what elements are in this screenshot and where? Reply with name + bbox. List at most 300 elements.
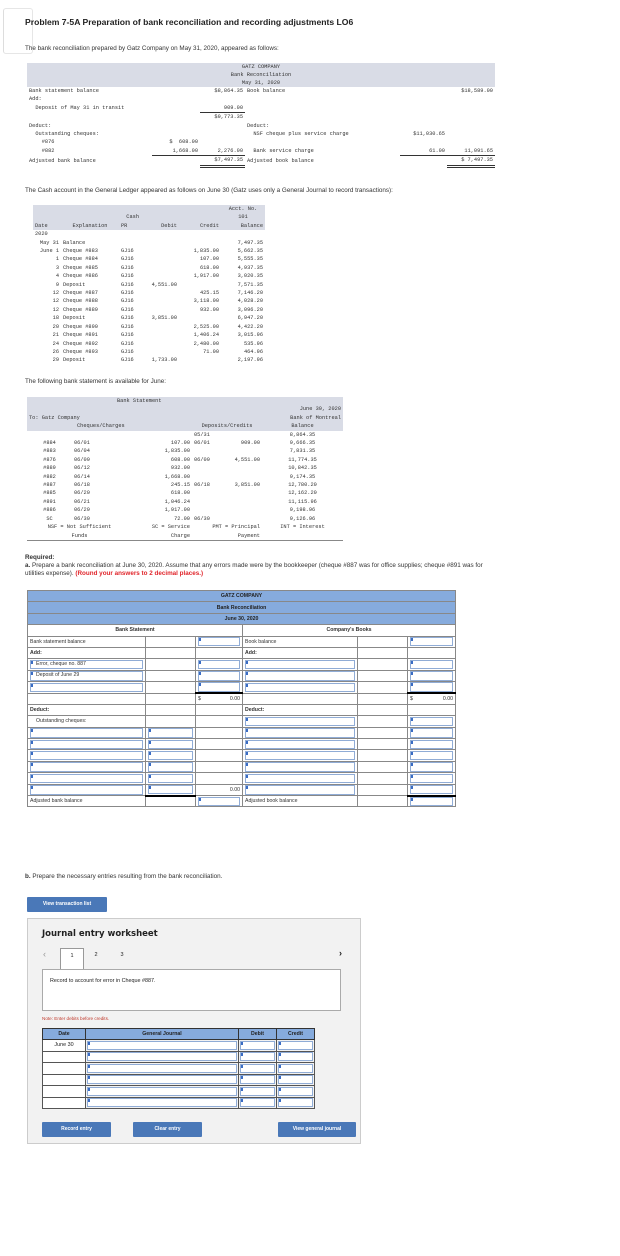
cash-ledger-cell bbox=[141, 255, 179, 263]
col-credit: Credit bbox=[277, 1029, 315, 1040]
cash-ledger-cell bbox=[141, 340, 179, 348]
book-add-amount-2-input[interactable] bbox=[410, 671, 453, 680]
book-deduct-amount-input[interactable] bbox=[410, 728, 453, 737]
book-deduct-item-input[interactable] bbox=[245, 740, 355, 749]
statement-cell: 9,126.96 bbox=[289, 515, 316, 522]
outstanding-cheque-input[interactable] bbox=[30, 774, 143, 783]
bank-balance-label: Bank statement balance bbox=[28, 636, 146, 647]
outstanding-cheque-input[interactable] bbox=[30, 762, 143, 771]
journal-date: June 30 bbox=[43, 1040, 86, 1052]
journal-row bbox=[43, 1074, 315, 1086]
may-recon-cell: Outstanding cheques: bbox=[29, 131, 99, 138]
cash-ledger-cell: 4,551.00 bbox=[151, 281, 177, 288]
cash-ledger-cell: Cheque #889 bbox=[63, 306, 98, 313]
cash-ledger-cell: Cheque #891 bbox=[63, 332, 98, 339]
cash-ledger-cell: 7,146.20 bbox=[237, 290, 264, 297]
tab-2[interactable]: 2 bbox=[94, 952, 98, 958]
statement-cell: 12,780.20 bbox=[288, 482, 317, 489]
col-cheques: Cheques/Charges bbox=[77, 423, 125, 430]
credit-input[interactable] bbox=[278, 1041, 313, 1050]
may-recon-date: May 31, 2020 bbox=[241, 80, 281, 86]
statement-cell: 11,774.35 bbox=[288, 456, 317, 463]
journal-entry-worksheet bbox=[27, 918, 361, 1144]
book-subtotal: 0.00 bbox=[442, 695, 453, 702]
account-input[interactable] bbox=[87, 1098, 237, 1107]
statement-cell: 1,668.00 bbox=[164, 473, 190, 480]
cash-ledger-cell: 6,947.20 bbox=[237, 315, 264, 322]
bank-add-label: Add: bbox=[28, 647, 146, 658]
cash-ledger-cell bbox=[141, 247, 179, 255]
may-recon-row bbox=[27, 87, 495, 95]
statement-cell bbox=[192, 489, 222, 497]
debits-note: Note: Enter debits before credits. bbox=[42, 1016, 110, 1021]
bank-add-item-3-input[interactable] bbox=[30, 683, 143, 692]
cash-ledger-cell: GJ16 bbox=[121, 281, 134, 288]
statement-row bbox=[27, 439, 343, 447]
may-recon-cell bbox=[400, 104, 447, 113]
journal-date-empty bbox=[43, 1051, 86, 1063]
book-balance-label: Book balance bbox=[243, 636, 358, 647]
may-recon-cell: 61.00 bbox=[400, 147, 447, 156]
may-recon-cell bbox=[152, 104, 200, 113]
journal-row bbox=[43, 1040, 315, 1052]
cash-ledger-cell: 3,015.96 bbox=[237, 332, 264, 339]
cash-ledger-cell: 3,118.00 bbox=[193, 298, 220, 305]
bank-balance-input[interactable] bbox=[198, 637, 240, 646]
account-input[interactable] bbox=[87, 1052, 237, 1061]
may-recon-cell bbox=[200, 138, 245, 146]
book-deduct-amount-input[interactable] bbox=[410, 740, 453, 749]
statement-cell: 06/01 bbox=[194, 440, 210, 447]
may-recon-cell: $7,497.35 bbox=[200, 156, 245, 166]
book-add-item-2-input[interactable] bbox=[245, 671, 355, 680]
may-recon-row bbox=[27, 156, 495, 166]
may-recon-row bbox=[27, 95, 495, 103]
account-input[interactable] bbox=[87, 1041, 237, 1050]
bank-add-item-1-input[interactable]: Error, cheque no. 887 bbox=[30, 660, 143, 669]
book-deduct-amount-input[interactable] bbox=[410, 751, 453, 760]
cash-ledger-cell: 464.96 bbox=[243, 348, 264, 355]
worksheet-title: Journal entry worksheet bbox=[42, 929, 158, 939]
statement-cell: 9,198.96 bbox=[289, 507, 316, 514]
cash-ledger-cell bbox=[141, 323, 179, 331]
statement-cell: 12,162.20 bbox=[288, 490, 317, 497]
cash-ledger-cell: 4 bbox=[55, 273, 59, 280]
statement-cell: #876 bbox=[43, 456, 56, 463]
form-company: GATZ COMPANY bbox=[28, 591, 456, 602]
statement-cell bbox=[222, 464, 262, 472]
statement-cell: 3,851.00 bbox=[234, 482, 260, 489]
may-recon-cell bbox=[152, 113, 200, 122]
legend-nsf-2: Funds bbox=[71, 532, 88, 539]
cash-ledger-cell: 618.00 bbox=[199, 264, 220, 271]
may-recon-cell bbox=[152, 122, 200, 130]
book-add-item-1-input[interactable] bbox=[245, 660, 355, 669]
cash-ledger-cell: 9 bbox=[55, 281, 59, 288]
cash-ledger-cell: GJ16 bbox=[121, 340, 134, 347]
outstanding-cheque-input[interactable] bbox=[30, 751, 143, 760]
statement-cell: 1,046.24 bbox=[164, 498, 190, 505]
legend-pmt: PMT = Principal bbox=[212, 524, 260, 531]
credit-input[interactable] bbox=[278, 1075, 313, 1084]
cash-ledger-cell: Deposit bbox=[63, 315, 86, 322]
may-recon-cell bbox=[245, 138, 400, 146]
bank-add-amount-3-input[interactable] bbox=[198, 682, 240, 691]
may-recon-row bbox=[27, 147, 495, 156]
statement-row bbox=[27, 515, 343, 523]
cash-col-header: Debit bbox=[161, 222, 177, 229]
statement-title: Bank Statement bbox=[117, 398, 162, 404]
cash-ledger-cell: May 31 bbox=[39, 239, 59, 246]
required-label: Required: bbox=[25, 554, 55, 561]
view-transaction-list-button[interactable]: View transaction list bbox=[27, 897, 107, 912]
may-recon-cell: 11,091.65 bbox=[447, 147, 495, 156]
account-input[interactable] bbox=[87, 1087, 237, 1096]
statement-cell: 9,174.35 bbox=[289, 473, 316, 480]
may-recon-cell bbox=[400, 95, 447, 103]
outstanding-total: 0.00 bbox=[196, 784, 243, 795]
legend-int: INT = Interest bbox=[280, 524, 325, 531]
may-recon-cell: NSF cheque plus service charge bbox=[247, 131, 349, 138]
cash-ledger-row bbox=[33, 281, 265, 289]
cash-ledger-cell: Cheque #884 bbox=[63, 256, 98, 263]
debit-input[interactable] bbox=[240, 1087, 275, 1096]
debit-input[interactable] bbox=[240, 1052, 275, 1061]
cash-ledger-cell: 18 bbox=[52, 315, 59, 322]
outstanding-amount-input[interactable] bbox=[148, 751, 193, 760]
cash-ledger-cell: 4,422.20 bbox=[237, 323, 264, 330]
cash-ledger-cell: GJ16 bbox=[121, 248, 134, 255]
view-general-journal-button[interactable]: View general journal bbox=[278, 1122, 356, 1137]
cash-ledger-cell: 7,571.35 bbox=[237, 281, 264, 288]
cash-ledger-row bbox=[33, 331, 265, 339]
outstanding-amount-input[interactable] bbox=[148, 740, 193, 749]
bank-add-amount-1-input[interactable] bbox=[198, 660, 240, 669]
adj-bank-label: Adjusted bank balance bbox=[28, 796, 146, 807]
may-recon-cell bbox=[200, 122, 245, 130]
cash-ledger-cell: Cheque #883 bbox=[63, 248, 98, 255]
clear-entry-button[interactable]: Clear entry bbox=[133, 1122, 202, 1137]
cash-ledger-cell: Cheque #890 bbox=[63, 323, 98, 330]
cash-ledger-cell: Cheque #885 bbox=[63, 264, 98, 271]
cash-ledger-cell: Cheque #887 bbox=[63, 290, 98, 297]
book-subtotal-dollar: $ bbox=[410, 695, 413, 702]
acct-no-label: Acct. No. bbox=[228, 206, 258, 212]
may-recon-cell bbox=[245, 104, 400, 113]
statement-cell: #886 bbox=[43, 507, 56, 514]
cash-ledger-cell: 2,480.00 bbox=[193, 340, 220, 347]
outstanding-amount-input[interactable] bbox=[148, 774, 193, 783]
outstanding-cheque-input[interactable] bbox=[30, 785, 143, 794]
outstanding-amount-input[interactable] bbox=[148, 762, 193, 771]
statement-intro-text: The following bank statement is available for June: bbox=[25, 378, 167, 385]
book-deduct-item-input[interactable] bbox=[245, 774, 355, 783]
cash-ledger-cell: GJ16 bbox=[121, 315, 134, 322]
may-recon-cell: Add: bbox=[29, 96, 42, 103]
statement-cell: #882 bbox=[43, 473, 56, 480]
cash-ledger-cell: 29 bbox=[52, 357, 59, 364]
may-recon-cell: $18,589.00 bbox=[461, 88, 493, 94]
acct-no: 101 bbox=[238, 214, 248, 221]
form-title: Bank Reconciliation bbox=[28, 602, 456, 613]
debit-input[interactable] bbox=[240, 1041, 275, 1050]
statement-cell: 11,115.96 bbox=[288, 498, 317, 505]
may-reconciliation bbox=[27, 63, 495, 168]
credit-input[interactable] bbox=[278, 1064, 313, 1073]
statement-to: To: Gatz Company bbox=[29, 414, 80, 421]
tab-1[interactable]: 1 bbox=[60, 948, 84, 970]
cash-ledger-cell: GJ16 bbox=[121, 357, 134, 364]
statement-cell bbox=[222, 489, 262, 497]
outstanding-amount-input[interactable] bbox=[148, 785, 193, 794]
statement-row bbox=[27, 456, 343, 464]
may-recon-cell bbox=[152, 95, 200, 103]
deduct-row bbox=[28, 727, 456, 738]
outstanding-cheque-input[interactable] bbox=[30, 728, 143, 737]
journal-row bbox=[43, 1063, 315, 1075]
statement-cell bbox=[192, 498, 222, 506]
cash-ledger-cell: 12 bbox=[52, 290, 59, 297]
adj-bank-input[interactable] bbox=[198, 797, 240, 806]
cash-ledger-cell: GJ16 bbox=[121, 256, 134, 263]
may-recon-cell bbox=[400, 87, 447, 95]
statement-date: June 30, 2020 bbox=[299, 406, 342, 413]
cash-ledger-cell: GJ16 bbox=[121, 348, 134, 355]
cash-ledger-cell: 1,835.00 bbox=[193, 248, 220, 255]
debit-input[interactable] bbox=[240, 1064, 275, 1073]
credit-input[interactable] bbox=[278, 1087, 313, 1096]
cash-ledger-cell: 4,937.35 bbox=[237, 264, 264, 271]
statement-cell bbox=[222, 515, 262, 523]
may-recon-cell bbox=[200, 130, 245, 138]
statement-cell: 06/20 bbox=[74, 490, 90, 497]
statement-cell: 05/31 bbox=[194, 431, 210, 438]
statement-row bbox=[27, 464, 343, 472]
statement-cell: 06/09 bbox=[74, 456, 90, 463]
may-recon-row bbox=[27, 104, 495, 113]
may-recon-row bbox=[27, 130, 495, 138]
book-deduct-amount-input[interactable] bbox=[410, 774, 453, 783]
statement-cell: 107.00 bbox=[170, 440, 190, 447]
cash-ledger-row bbox=[33, 297, 265, 305]
may-recon-cell bbox=[400, 156, 447, 166]
statement-row bbox=[27, 506, 343, 514]
statement-cell: 10,842.35 bbox=[288, 465, 317, 472]
empty-cell bbox=[196, 727, 243, 738]
statement-cell: #887 bbox=[43, 482, 56, 489]
cash-ledger-cell: Deposit bbox=[63, 357, 86, 364]
bank-side-header: Bank Statement bbox=[28, 625, 243, 636]
cash-ledger-row bbox=[33, 247, 265, 255]
statement-cell: 932.00 bbox=[170, 465, 190, 472]
book-deduct-item-input[interactable] bbox=[245, 785, 355, 794]
cash-ledger-cell: Cheque #893 bbox=[63, 348, 98, 355]
statement-cell bbox=[192, 506, 222, 514]
statement-cell bbox=[222, 506, 262, 514]
cash-ledger-cell: Cheque #886 bbox=[63, 273, 98, 280]
cash-ledger-row bbox=[33, 356, 265, 364]
may-recon-cell bbox=[447, 122, 495, 130]
may-recon-cell: Deduct: bbox=[29, 122, 52, 129]
legend-sc: SC = Service bbox=[151, 524, 190, 531]
statement-cell: 8,864.35 bbox=[289, 431, 316, 438]
may-recon-cell: 1,668.00 bbox=[152, 147, 200, 156]
account-input[interactable] bbox=[87, 1064, 237, 1073]
empty-cell bbox=[196, 773, 243, 784]
tab-3[interactable]: 3 bbox=[120, 952, 124, 958]
outstanding-amount-input[interactable] bbox=[148, 728, 193, 737]
cash-ledger-cell: 7,497.35 bbox=[237, 239, 264, 246]
statement-cell: SC bbox=[46, 515, 53, 522]
cash-intro-text: The Cash account in the General Ledger appeared as follows on June 30 (Gatz uses only a General Journal to record transactions): bbox=[25, 187, 393, 194]
col-debit: Debit bbox=[239, 1029, 277, 1040]
account-input[interactable] bbox=[87, 1075, 237, 1084]
cash-ledger-cell: GJ16 bbox=[121, 264, 134, 271]
debit-input[interactable] bbox=[240, 1098, 275, 1107]
may-recon-cell: Deduct: bbox=[247, 122, 270, 129]
cash-ledger-cell bbox=[141, 348, 179, 356]
credit-input[interactable] bbox=[278, 1052, 313, 1061]
may-recon-cell bbox=[400, 138, 447, 146]
statement-cell bbox=[222, 447, 262, 455]
book-deduct-item-input[interactable] bbox=[245, 762, 355, 771]
cash-ledger-cell bbox=[141, 297, 179, 305]
may-recon-cell: #876 bbox=[29, 139, 55, 146]
record-entry-button[interactable]: Record entry bbox=[42, 1122, 111, 1137]
may-recon-cell: Adjusted bank balance bbox=[29, 157, 96, 164]
may-recon-cell: Bank statement balance bbox=[29, 88, 99, 94]
statement-cell: 06/21 bbox=[74, 498, 90, 505]
bank-add-amount-2-input[interactable] bbox=[198, 671, 240, 680]
statement-cell bbox=[27, 431, 72, 439]
cash-ledger-row bbox=[33, 264, 265, 272]
book-add-amount-1-input[interactable] bbox=[410, 660, 453, 669]
cash-ledger-row bbox=[33, 340, 265, 348]
empty-cell bbox=[196, 761, 243, 772]
cash-ledger-cell: 1,917.00 bbox=[193, 273, 220, 280]
cash-col-header: Balance bbox=[240, 222, 264, 229]
adj-book-label: Adjusted book balance bbox=[243, 796, 358, 807]
cash-col-header: Date bbox=[35, 222, 48, 229]
next-arrow-icon[interactable]: › bbox=[339, 948, 342, 958]
book-deduct-amount-1-input[interactable] bbox=[410, 717, 453, 726]
statement-cell: 618.00 bbox=[170, 490, 190, 497]
bank-deduct-label: Deduct: bbox=[28, 704, 146, 715]
cash-ledger-cell: 26 bbox=[52, 348, 59, 355]
cash-ledger-cell bbox=[141, 306, 179, 314]
cash-ledger-cell bbox=[179, 356, 221, 364]
credit-input[interactable] bbox=[278, 1098, 313, 1107]
cash-ledger-cell: 2,525.00 bbox=[193, 323, 220, 330]
may-recon-cell: 2,276.00 bbox=[200, 147, 245, 156]
cash-ledger-cell: 5,662.35 bbox=[237, 248, 264, 255]
cash-ledger-cell: Deposit bbox=[63, 281, 86, 288]
debit-input[interactable] bbox=[240, 1075, 275, 1084]
book-deduct-item-1-input[interactable] bbox=[245, 717, 355, 726]
prev-arrow-icon[interactable]: ‹ bbox=[43, 949, 46, 959]
statement-cell: 909.00 bbox=[240, 440, 260, 447]
statement-cell: 245.15 bbox=[170, 482, 190, 489]
cash-ledger-cell: Cheque #888 bbox=[63, 298, 98, 305]
legend-nsf: NSF = Not Sufficient bbox=[47, 524, 112, 531]
cash-ledger-cell: GJ16 bbox=[121, 332, 134, 339]
book-add-label: Add: bbox=[243, 647, 358, 658]
bank-name: Bank of Montreal bbox=[290, 414, 342, 421]
statement-cell: #883 bbox=[43, 448, 56, 455]
journal-row bbox=[43, 1097, 315, 1109]
bank-add-item-2-input[interactable]: Deposit of June 29 bbox=[30, 671, 143, 680]
cash-ledger-cell: 12 bbox=[52, 306, 59, 313]
statement-cell: 06/18 bbox=[74, 482, 90, 489]
adj-book-input[interactable] bbox=[410, 797, 453, 806]
cash-ledger-cell: 3 bbox=[55, 264, 59, 271]
statement-cell: 06/04 bbox=[74, 448, 90, 455]
cash-ledger-cell: 425.15 bbox=[199, 290, 220, 297]
may-recon-company: GATZ COMPANY bbox=[241, 64, 281, 70]
account-name: Cash bbox=[126, 214, 139, 221]
outstanding-cheque-input[interactable] bbox=[30, 740, 143, 749]
cash-ledger-cell bbox=[141, 272, 179, 280]
cash-ledger-cell: GJ16 bbox=[121, 290, 134, 297]
book-deduct-amount-input[interactable] bbox=[410, 762, 453, 771]
outstanding-label: Outstanding cheques: bbox=[28, 716, 146, 727]
statement-cell: #889 bbox=[43, 465, 56, 472]
deduct-row bbox=[28, 761, 456, 772]
may-recon-cell: Book balance bbox=[247, 88, 286, 94]
part-a-text: Prepare a bank reconciliation at June 30, 2020. Assume that any errors made were by the bookkeeper (cheque #887 was for office supplies; cheque #891 was for utilities expense). bbox=[25, 561, 483, 577]
book-deduct-amount-input[interactable] bbox=[410, 785, 453, 794]
cash-ledger-cell: GJ16 bbox=[121, 323, 134, 330]
may-recon-cell bbox=[447, 95, 495, 103]
may-recon-cell: Deposit of May 31 in transit bbox=[29, 105, 125, 112]
cash-ledger-cell: 107.00 bbox=[199, 256, 220, 263]
cash-ledger-cell bbox=[141, 289, 179, 297]
journal-date-empty bbox=[43, 1063, 86, 1075]
journal-table bbox=[42, 1028, 315, 1109]
may-recon-cell bbox=[400, 113, 447, 122]
journal-date-empty bbox=[43, 1086, 86, 1098]
statement-cell: 06/30 bbox=[194, 515, 210, 522]
may-recon-row bbox=[27, 138, 495, 146]
may-recon-cell bbox=[447, 138, 495, 146]
statement-row bbox=[27, 481, 343, 489]
book-deduct-item-input[interactable] bbox=[245, 751, 355, 760]
book-deduct-item-input[interactable] bbox=[245, 728, 355, 737]
cash-ledger-row bbox=[33, 255, 265, 263]
page-title: Problem 7-5A Preparation of bank reconciliation and recording adjustments LO6 bbox=[25, 17, 354, 27]
cash-ledger-row bbox=[33, 306, 265, 314]
deduct-row bbox=[28, 750, 456, 761]
cash-ledger-row bbox=[33, 289, 265, 297]
book-add-item-3-input[interactable] bbox=[245, 683, 355, 692]
cash-ledger-cell: GJ16 bbox=[121, 306, 134, 313]
book-balance-input[interactable] bbox=[410, 637, 453, 646]
may-recon-cell: $ 608.00 bbox=[169, 139, 198, 146]
book-side-header: Company's Books bbox=[243, 625, 456, 636]
statement-row bbox=[27, 447, 343, 455]
statement-cell: #885 bbox=[43, 490, 56, 497]
statement-cell bbox=[192, 464, 222, 472]
statement-cell bbox=[192, 447, 222, 455]
empty-cell bbox=[196, 739, 243, 750]
book-add-amount-3-input[interactable] bbox=[410, 682, 453, 691]
part-a-prefix: a. bbox=[25, 561, 31, 569]
cash-ledger-cell: 932.00 bbox=[199, 306, 220, 313]
statement-cell: 06/14 bbox=[74, 473, 90, 480]
may-recon-cell bbox=[400, 122, 447, 130]
prompt-text: Record to account for error in Cheque #887. bbox=[50, 978, 156, 984]
may-recon-cell bbox=[152, 87, 200, 95]
